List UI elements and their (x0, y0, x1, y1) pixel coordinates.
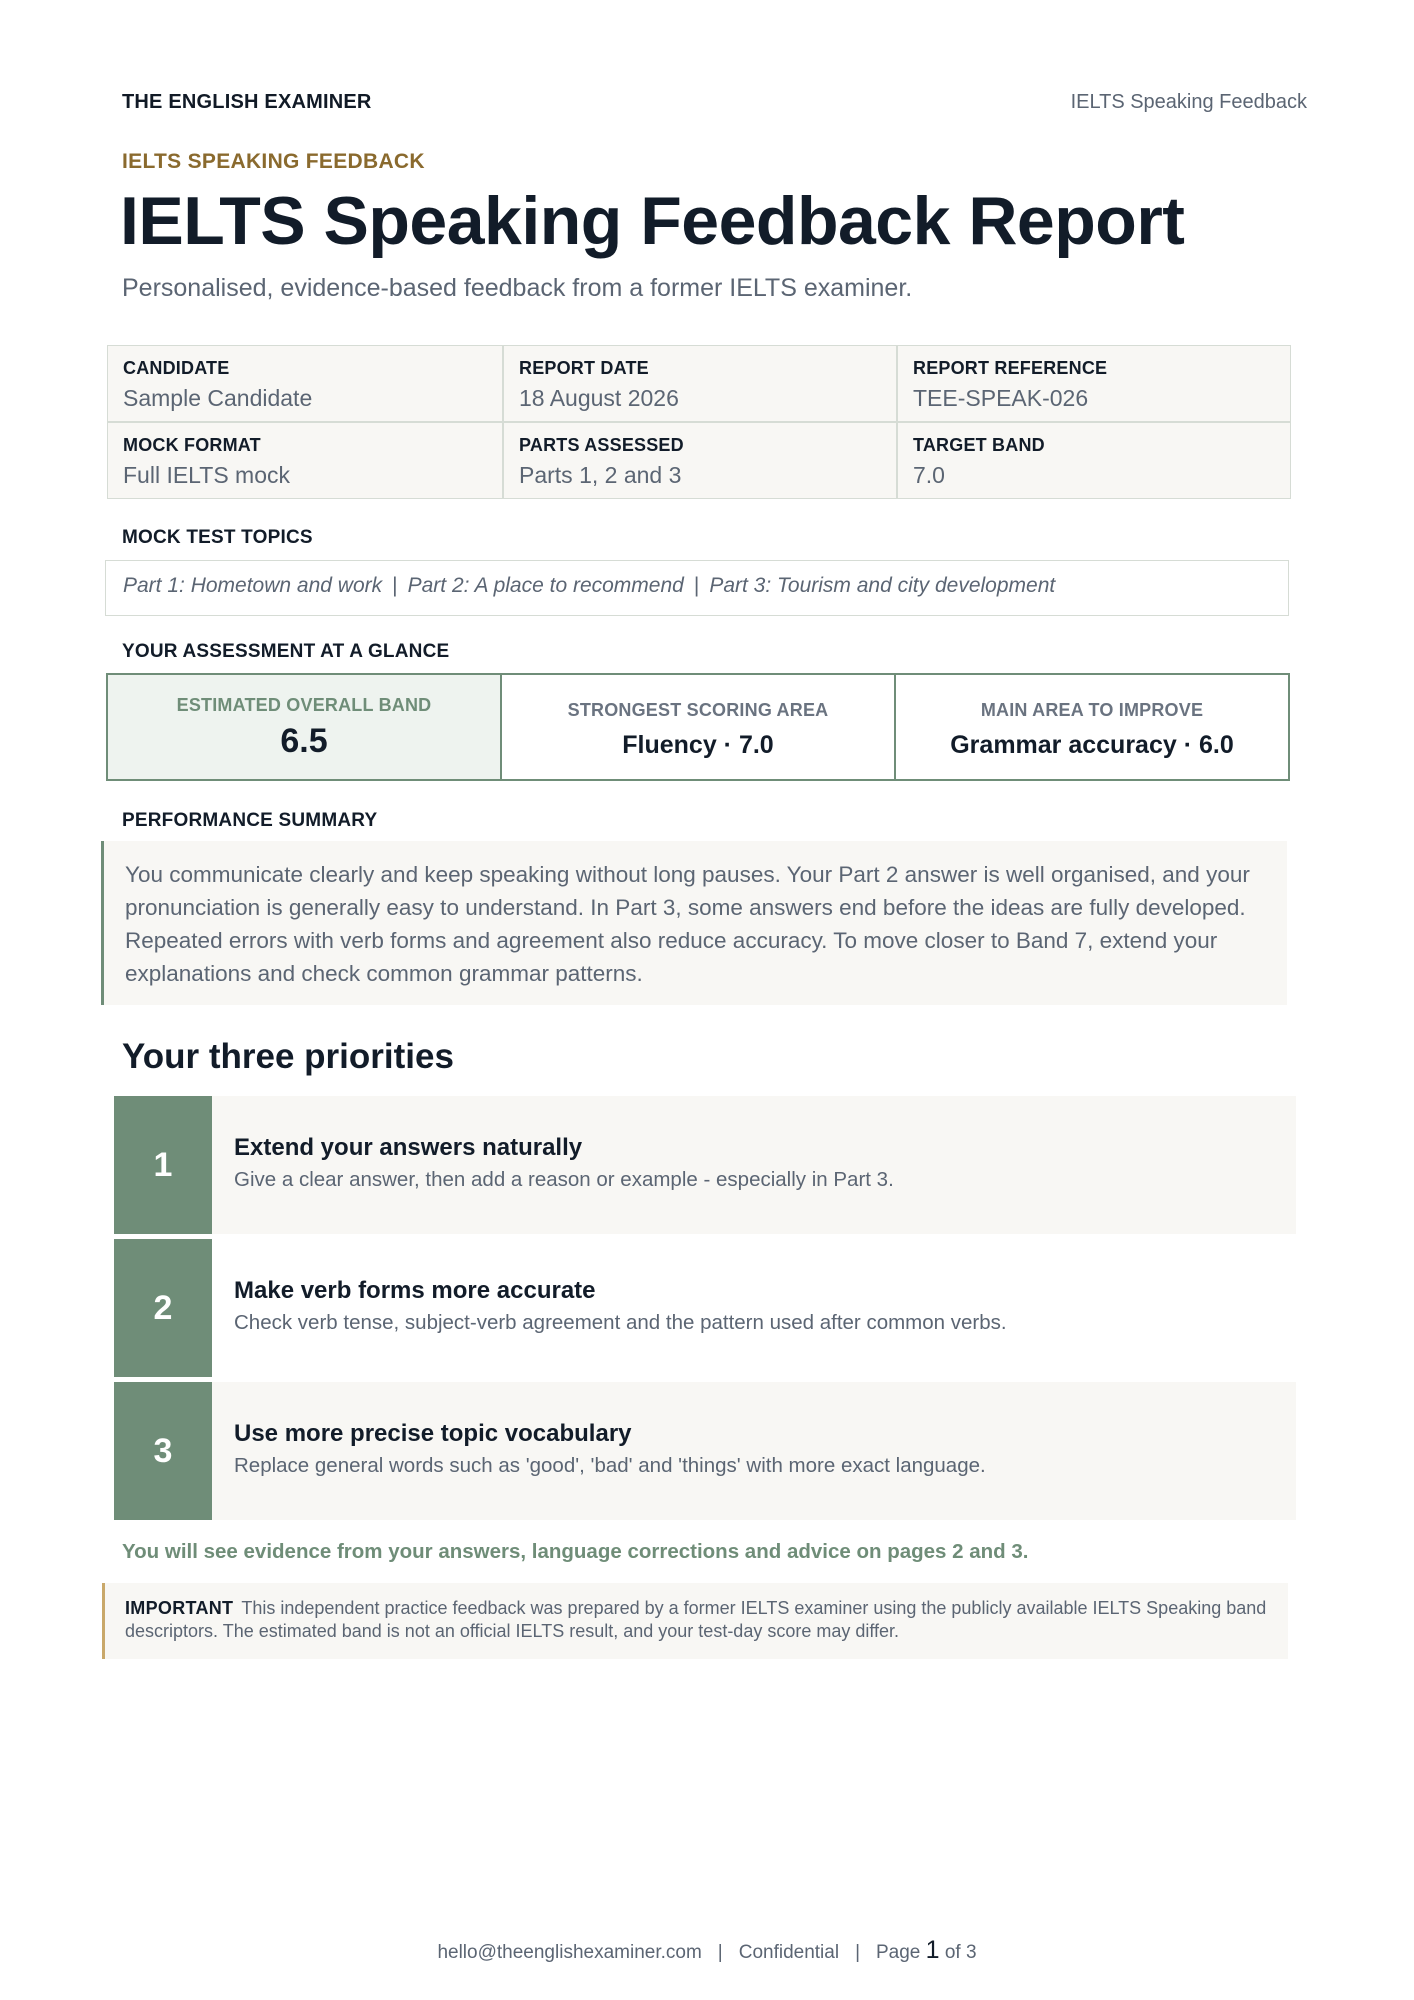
topic-separator: | (392, 574, 398, 597)
priority-number: 1 (114, 1096, 212, 1234)
meta-row (108, 421, 1290, 498)
meta-candidate (108, 346, 502, 421)
overall-band-value: 6.5 (280, 722, 328, 760)
priority-description: Replace general words such as 'good', 'bad' and 'things' with more exact language. (234, 1454, 986, 1477)
footer-page-suffix: of 3 (944, 1942, 977, 1963)
footer-page-prefix: Page (876, 1942, 921, 1963)
priority-heading: Extend your answers naturally (234, 1134, 583, 1161)
meta-parts-assessed (502, 423, 896, 498)
meta-label: REPORT DATE (519, 358, 649, 378)
footer-separator: | (855, 1942, 860, 1963)
important-label: IMPORTANT (125, 1598, 234, 1618)
meta-label: CANDIDATE (123, 358, 230, 378)
meta-label: REPORT REFERENCE (913, 358, 1108, 378)
improve-area-value: Grammar accuracy · 6.0 (950, 731, 1234, 759)
important-notice (102, 1583, 1288, 1659)
meta-value: 7.0 (913, 462, 945, 488)
page-footer (0, 1936, 1414, 1965)
summary-heading: PERFORMANCE SUMMARY (122, 810, 378, 831)
report-meta-table (107, 345, 1291, 499)
priority-description: Give a clear answer, then add a reason or example - especially in Part 3. (234, 1168, 894, 1191)
footer-separator: | (717, 1942, 723, 1963)
meta-value: TEE-SPEAK-026 (913, 385, 1089, 411)
topics-heading: MOCK TEST TOPICS (122, 527, 313, 548)
priority-item (114, 1382, 1296, 1520)
priority-heading: Make verb forms more accurate (234, 1277, 596, 1304)
brand-name: THE ENGLISH EXAMINER (122, 91, 372, 113)
priority-number: 3 (114, 1382, 212, 1520)
meta-mock-format (108, 423, 502, 498)
priority-content (212, 1382, 986, 1520)
footer-confidential: Confidential (738, 1942, 840, 1963)
meta-value: Parts 1, 2 and 3 (519, 462, 682, 488)
topic-separator: | (693, 574, 700, 597)
meta-report-reference (896, 346, 1290, 421)
important-text: This independent practice feedback was prepared by a former IELTS examiner using the publicly available IELTS Speaking band descriptors. The estimated band is not an official IELTS result, and your test-day score may differ. (125, 1598, 1267, 1641)
priorities-title: Your three priorities (122, 1037, 454, 1076)
meta-value: Sample Candidate (123, 385, 313, 411)
topic-part-3: Part 3: Tourism and city development (709, 574, 1056, 597)
meta-row (108, 346, 1290, 421)
performance-summary: You communicate clearly and keep speaking without long pauses. Your Part 2 answer is well organised, and your pronunciation is generally easy to understand. In Part 3, some answers end before the ideas are fully developed. Repeated errors with verb forms and agreement also reduce accuracy. To move closer to Band 7, extend your explanations and check common grammar patterns. (101, 841, 1287, 1005)
meta-report-date (502, 346, 896, 421)
priority-content (212, 1239, 1007, 1377)
assessment-glance (106, 673, 1290, 781)
meta-target-band (896, 423, 1290, 498)
topic-part-2: Part 2: A place to recommend (407, 574, 684, 597)
priority-description: Check verb tense, subject-verb agreement and the pattern used after common verbs. (234, 1311, 1007, 1334)
priority-number: 2 (114, 1239, 212, 1377)
overall-band-label: ESTIMATED OVERALL BAND (176, 695, 432, 715)
priority-content (212, 1096, 894, 1234)
footer-email: hello@theenglishexaminer.com (437, 1942, 702, 1963)
strongest-area-label: STRONGEST SCORING AREA (567, 700, 829, 720)
priority-heading: Use more precise topic vocabulary (234, 1420, 632, 1447)
improve-area-card (894, 675, 1288, 779)
glance-heading: YOUR ASSESSMENT AT A GLANCE (122, 641, 450, 662)
strongest-area-card (500, 675, 894, 779)
topic-part-1: Part 1: Hometown and work (123, 574, 383, 597)
topics-box (105, 560, 1289, 616)
page-title: IELTS Speaking Feedback Report (120, 183, 1185, 259)
meta-label: PARTS ASSESSED (519, 435, 684, 455)
eyebrow-label: IELTS SPEAKING FEEDBACK (122, 150, 425, 173)
strongest-area-value: Fluency · 7.0 (622, 731, 774, 759)
meta-label: TARGET BAND (913, 435, 1045, 455)
footer-page-number: 1 (925, 1936, 940, 1964)
improve-area-label: MAIN AREA TO IMPROVE (980, 700, 1204, 720)
page-subtitle: Personalised, evidence-based feedback from a former IELTS examiner. (122, 274, 913, 302)
overall-band-card (108, 675, 500, 779)
priority-item (114, 1239, 1296, 1377)
evidence-note: You will see evidence from your answers, language corrections and advice on pages 2 and 3. (122, 1540, 1029, 1563)
meta-label: MOCK FORMAT (123, 435, 261, 455)
meta-value: 18 August 2026 (519, 385, 679, 411)
document-type: IELTS Speaking Feedback (1070, 91, 1307, 113)
meta-value: Full IELTS mock (123, 462, 290, 488)
priority-item (114, 1096, 1296, 1234)
